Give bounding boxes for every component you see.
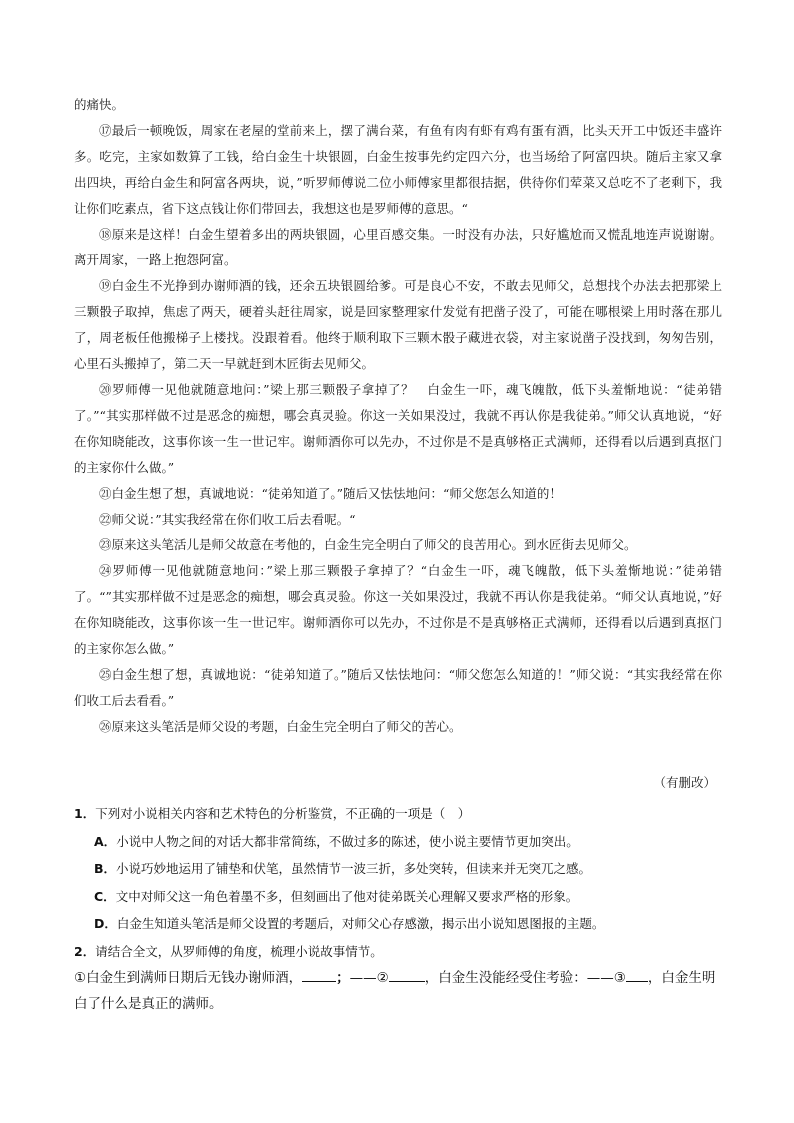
- option-label: A．: [94, 833, 117, 849]
- fill-text: ，白金生没能经受住考验：——③: [424, 970, 626, 986]
- fill-text: ——②: [349, 970, 389, 986]
- option-b[interactable]: [74, 855, 724, 883]
- story-paragraph: ⑲白金生不光挣到办谢师酒的钱，还余五块银圆给爹。可是良心不安，不敢去见师父，总想找个办法去把那梁上三颗骰子取掉，焦虑了两天，硬着头赶往周家，说是回家整理家什发觉有把凿子没了，可能在哪根梁上用时落在那儿了，周老板任他搬梯子上楼找。没跟着看。他终于顺利取下三颗木骰子藏进衣袋，对主家说凿子没找到，匆匆告别，心里石头搬掉了，第二天一早就赶到木匠街去见师父。: [74, 278, 722, 372]
- option-label: C．: [94, 888, 116, 904]
- question-stem: 下列对小说相关内容和艺术特色的分析鉴赏，不正确的一项是（ ）: [95, 806, 471, 821]
- option-text: 小说中人物之间的对话大都非常简练，不做过多的陈述，使小说主要情节更加突出。: [116, 833, 579, 849]
- story-paragraph: ⑰最后一顿晚饭，周家在老屋的堂前来上，摆了满台菜，有鱼有肉有虾有鸡有蛋有酒，比头天开工中饭还丰盛许多。吃完，主家如数算了工钱，给白金生十块银圆，白金生按事先约定四六分，也当场给了阿富四块。随后主家又拿出四块，再给白金生和阿富各两块，说，”听罗师傅说二位小师傅家里都很拮据，供待你们荤菜又总吃不了老剩下，我让你们吃素点，省下这点钱让你们带回去，我想这也是罗师傅的意思。“: [74, 122, 722, 216]
- option-text: 文中对师父这一角色着墨不多，但刻画出了他对徒弟既关心理解又要求严格的形象。: [115, 888, 579, 904]
- option-text: 小说巧妙地运用了铺垫和伏笔，虽然情节一波三折，多处突转，但读来并无突兀之感。: [116, 861, 592, 876]
- story-paragraph: ㉖原来这头笔活是师父设的考题，白金生完全明白了师父的苦心。: [99, 718, 462, 734]
- option-a[interactable]: [74, 828, 724, 856]
- story-paragraph: ㉒师父说：”其实我经常在你们收工后去看呢。“: [99, 511, 356, 527]
- question-stem: 请结合全文，从罗师傅的角度，梳理小说故事情节。: [95, 943, 383, 959]
- answer-blank-1[interactable]: [302, 965, 336, 982]
- question-1: [74, 800, 724, 828]
- questions-section: [74, 800, 724, 1017]
- answer-blank-3[interactable]: [626, 965, 648, 982]
- story-paragraph: ⑱原来是这样！白金生望着多出的两块银圆，心里百感交集。一时没有办法，只好尴尬而又慌乱地连声说谢谢。离开周家，一路上抱怨阿富。: [74, 226, 722, 268]
- option-d[interactable]: [74, 910, 724, 938]
- answer-blank-2[interactable]: [389, 965, 425, 982]
- option-c[interactable]: [74, 883, 724, 911]
- fill-text: ；: [336, 970, 350, 986]
- story-paragraph: ⑳罗师傅一见他就随意地问：”梁上那三颗骰子拿掉了？ 白金生一吓，魂飞魄散，低下头羞惭地说：“徒弟错了。”“其实那样做不过是恶念的痴想，哪会真灵验。你这一关如果没过，我就不再认你是我徒弟。”师父认真地说，“好在你知晓能改，这事你该一生一世记牢。谢师酒你可以先办，不过你是不是真够格正式满师，还得看以后遇到真抠门的主家你什么做。”: [74, 381, 722, 475]
- story-paragraph: ㉑白金生想了想，真诚地说：“徒弟知道了。”随后又怯怯地问：“师父您怎么知道的！: [99, 485, 562, 501]
- fill-in-answer: [74, 965, 724, 1017]
- option-label: D．: [94, 916, 117, 931]
- story-paragraph: ㉔罗师傅一见他就随意地问：”梁上那三颗骰子拿掉了？“白金生一吓，魂飞魄散，低下头羞惭地说：”徒弟错了。“”其实那样做不过是恶念的痴想，哪会真灵验。你这一关如果没过，我就不再认你是我徒弟。“师父认真地说，”好在你知晓能改，这事你该一生一世记牢。谢师酒你可以先办，不过你是不是真够格正式满师，还得看以后遇到真抠门的主家你怎么做。”: [74, 563, 722, 657]
- story-paragraph: 的痛快。: [74, 97, 125, 112]
- option-text: 白金生知道头笔活是师父设置的考题后，对师父心存感激，揭示出小说知恩图报的主题。: [116, 916, 605, 931]
- question-number: 2．: [74, 943, 96, 959]
- question-2: [74, 938, 724, 966]
- fill-text: ，白金生明白了什么是真正的满师。: [74, 970, 716, 1012]
- story-paragraph: ㉓原来这头笔活儿是师父故意在考他的，白金生完全明白了师父的良苦用心。到水匠街去见师父。: [99, 537, 637, 553]
- story-paragraph: ㉕白金生想了想，真诚地说：“徒弟知道了。”随后又怯怯地问：“师父您怎么知道的！”师父说：“其实我经常在你们收工后去看看。”: [74, 666, 722, 708]
- source-credit: （有删改）: [653, 775, 716, 790]
- question-number: 1．: [74, 806, 96, 821]
- fill-text: ①白金生到满师日期后无钱办谢师酒，: [74, 970, 303, 986]
- story-text: [74, 92, 722, 740]
- option-label: B．: [94, 861, 117, 876]
